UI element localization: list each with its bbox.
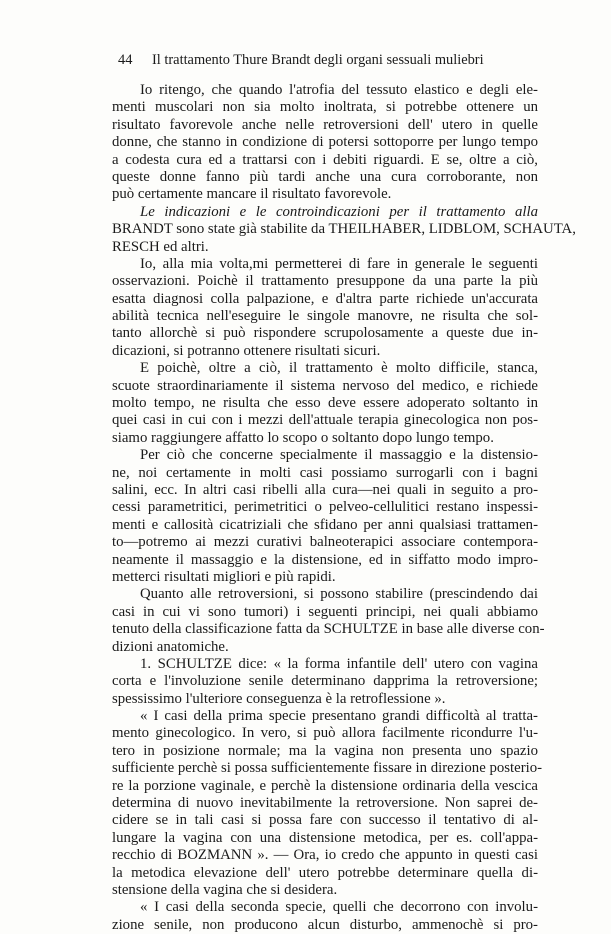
text-line: Per ciò che concerne specialmente il massaggio e la distensio-	[140, 447, 538, 464]
text-line: « I casi della seconda specie, quelli che decorrono con involu-	[140, 899, 538, 916]
text-line: corta e l'involuzione senile determinano dapprima la retroversione;	[112, 673, 538, 690]
text-line: « I casi della prima specie presentano grandi difficoltà al tratta-	[140, 708, 538, 725]
text-line: Io ritengo, che quando l'atrofia del tessuto elastico e degli ele-	[140, 82, 538, 98]
running-header	[118, 52, 484, 69]
text-line: scuote straordinariamente il sistema nervoso del medico, e richiede	[112, 377, 538, 394]
text-line: ne, noi certamente in molti casi possiamo surrogarli con i bagni	[112, 464, 538, 481]
text-line: 1. SCHULTZE dice: « la forma infantile dell' utero con vagina	[140, 655, 538, 672]
text-line: tero in posizione normale; ma la vagina non presenta uno spazio	[112, 742, 538, 759]
text-line: BRANDT sono state già stabilite da THEILHABER, LIDBLOM, SCHAUTA,	[112, 221, 576, 238]
text-line: risultato favorevole anche nelle retroversioni dell' utero in quelle	[112, 116, 538, 133]
text-line: tenuto della classificazione fatta da SCHULTZE in base alle diverse con-	[112, 621, 545, 638]
text-line: quei casi in cui con i mezzi dell'attuale terapia ginecologica non pos-	[112, 412, 538, 429]
text-line: sufficiente perchè si possa sufficientemente fissare in direzione posterio-	[112, 760, 543, 777]
text-line: re la porzione vaginale, e perchè la distensione ordinaria della vescica	[112, 777, 538, 794]
text-line: zione senile, non producono alcun disturbo, ammenochè si pro-	[112, 916, 538, 933]
text-line: to—potremo ai mezzi curativi balneoterapici associare contempora-	[112, 534, 538, 551]
text-line: Quanto alle retroversioni, si possono stabilire (prescindendo dai	[140, 586, 538, 603]
text-line: metterci risultati migliori e più rapidi.	[112, 568, 336, 585]
text-line: menti muscolari non sia molto inoltrata, si potrebbe ottenere un	[112, 99, 538, 116]
text-line: siamo raggiungere affatto lo scopo o soltanto dopo lungo tempo.	[112, 429, 494, 446]
text-line: cidere se in tali casi si possa fare con successo il tentativo di al-	[112, 812, 538, 829]
text-line: E poichè, oltre a ciò, il trattamento è molto difficile, stanca,	[140, 360, 538, 377]
text-line: a codesta cura ed a trattarsi con i debiti riguardi. E se, oltre a ciò,	[112, 151, 538, 168]
text-line: determina di nuovo inevitabilmente la retroversione. Non saprei de-	[112, 795, 538, 812]
text-line: lungare la vagina con una distensione metodica, per es. coll'appa-	[112, 829, 538, 846]
running-title: Il trattamento Thure Brandt degli organi sessuali muliebri	[152, 52, 484, 68]
text-line: molto tempo, ne risulta che esso deve essere adoperato soltanto in	[112, 395, 538, 412]
page-number: 44	[118, 52, 133, 68]
text-line: può certamente mancare il risultato favorevole.	[112, 186, 392, 203]
text-line: casi in cui vi sono tumori) i seguenti principi, nei quali abbiamo	[112, 603, 538, 620]
text-line: donne, che stanno in condizione di potersi sottoporre per lungo tempo	[112, 134, 538, 151]
text-line: salini, ecc. In altri casi ribelli alla cura—nei quali in seguito a pro-	[112, 481, 538, 498]
text-line: dizioni anatomiche.	[112, 638, 229, 655]
text-line: esatta diagnosi colla palpazione, e d'altra parte richiede un'accurata	[112, 290, 538, 307]
body-text	[112, 82, 576, 934]
text-line: neamente il massaggio e la distensione, ed in siffatto modo impro-	[112, 551, 538, 568]
text-line: la metodica elevazione dell' utero potrebbe determinare quella di-	[112, 864, 538, 881]
text-line: RESCH ed altri.	[112, 238, 209, 255]
text-line: cessi parametritici, perimetritici o pelveo-cellulitici restano inspessi-	[112, 499, 538, 516]
text-line: osservazioni. Poichè il trattamento presuppone da una parte la più	[112, 273, 538, 290]
text-line: abilità tecnica nell'eseguire le singole manovre, ne risulta che sol-	[112, 308, 538, 325]
text-line: tanto allorchè si può rispondere scrupolosamente a queste due in-	[112, 325, 538, 342]
text-line: spessissimo l'ulteriore conseguenza è la retroflessione ».	[112, 690, 446, 707]
text-line: queste donne fanno più tardi anche una cura corroborante, non	[112, 168, 538, 185]
text-line: stensione della vagina che si desidera.	[112, 881, 338, 898]
text-line: mento ginecologico. In vero, si può allora facilmente ricondurre l'u-	[112, 725, 538, 742]
text-line: Le indicazioni e le controindicazioni per il trattamento alla	[140, 203, 538, 220]
text-line: dicazioni, si potranno ottenere risultati sicuri.	[112, 342, 381, 359]
text-line: menti e callosità cicatriziali che sfidano per anni qualsiasi trattamen-	[112, 516, 538, 533]
text-line: Io, alla mia volta,mi permetterei di fare in generale le seguenti	[140, 255, 538, 272]
text-line: recchio di BOZMANN ». — Ora, io credo che appunto in questi casi	[112, 847, 538, 864]
